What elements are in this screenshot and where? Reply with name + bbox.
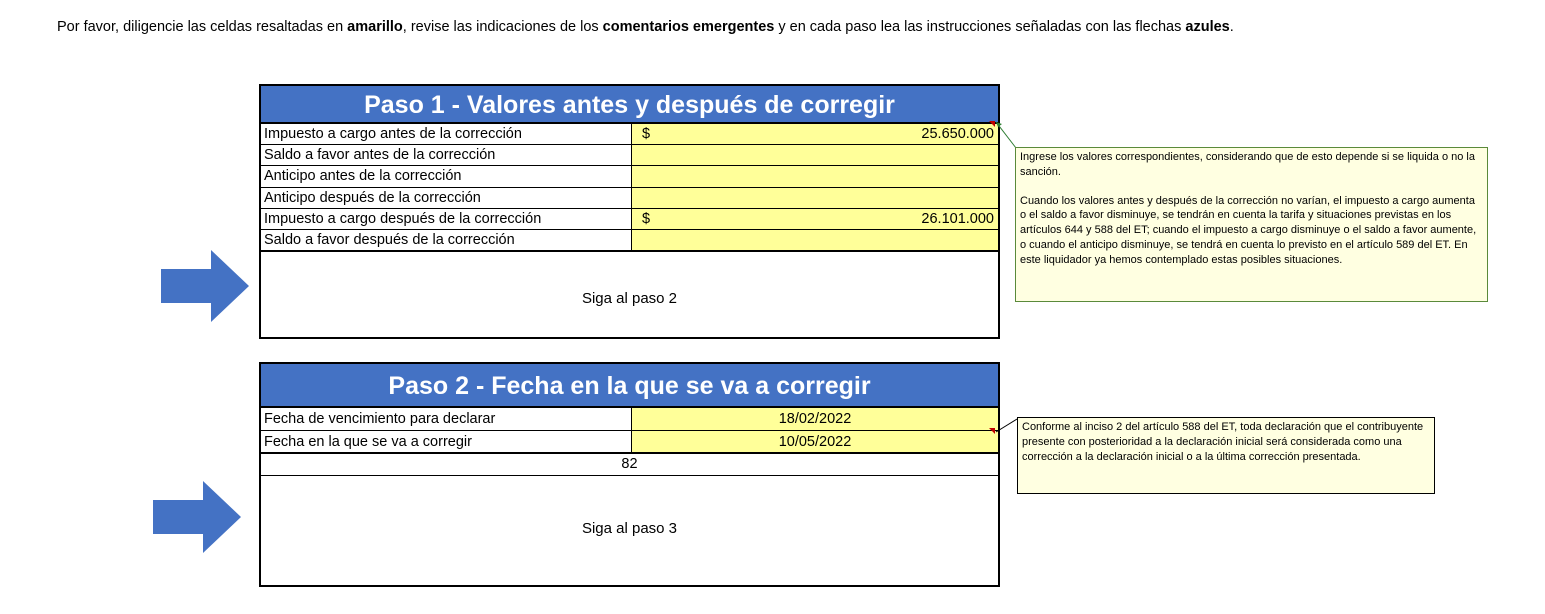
- row-label: Fecha de vencimiento para declarar: [261, 408, 632, 430]
- comment-paragraph: Cuando los valores antes y después de la corrección no varían, el impuesto a cargo aumenta o el saldo a favor disminuye, se tendrán en cuenta la tarifa y situaciones previstas en los artículos 644 y 588 del ET; cuando el impuesto a cargo disminuye o el saldo a favor aumente, o cuando el anticipo disminuye, se tendrá en cuenta lo previsto en el artículo 589 del ET. En este liquidador ya hemos contemplado estas posibles situaciones.: [1020, 194, 1477, 266]
- instruction-bold-comments: comentarios emergentes: [602, 19, 775, 35]
- step1-message: Siga al paso 2: [581, 289, 678, 307]
- fecha-correccion-input[interactable]: 10/05/2022: [632, 431, 998, 453]
- step2-title: Paso 2 - Fecha en la que se va a corregir: [261, 364, 998, 408]
- value: 26.101.000: [921, 210, 994, 227]
- instruction-part-1: Por favor, diligencie las celdas resaltadas en: [57, 19, 348, 35]
- currency-symbol: $: [642, 126, 651, 142]
- instruction-part-3: y en cada paso lea las instrucciones señaladas con las flechas: [774, 19, 1186, 35]
- instruction-part-2: , revise las indicaciones de los: [402, 19, 603, 35]
- row-label: Anticipo antes de la corrección: [261, 166, 632, 186]
- row-label: Saldo a favor antes de la corrección: [261, 145, 632, 165]
- row-label: Fecha en la que se va a corregir: [261, 431, 632, 453]
- comment-paragraph: Conforme al inciso 2 del artículo 588 del ET, toda declaración que el contribuyente presente con posterioridad a la declaración inicial será considerada como una corrección a la declaración inicial o a la última corrección presentada.: [1022, 421, 1424, 463]
- days-difference: 82: [261, 454, 998, 476]
- row-label: Anticipo después de la corrección: [261, 188, 632, 208]
- fecha-vencimiento-input[interactable]: 18/02/2022: [632, 408, 998, 430]
- comment-box-step2: [1017, 417, 1435, 494]
- row-label: Impuesto a cargo antes de la corrección: [261, 124, 632, 144]
- row-label: Saldo a favor después de la corrección: [261, 230, 632, 250]
- comment-paragraph: Ingrese los valores correspondientes, considerando que de esto depende si se liquida o no la sanción.: [1020, 151, 1475, 178]
- comment-box-step1: [1015, 147, 1488, 302]
- instruction-part-4: .: [1229, 19, 1234, 35]
- instruction-bold-yellow: amarillo: [347, 19, 403, 35]
- value: 25.650.000: [921, 126, 994, 142]
- step1-title: Paso 1 - Valores antes y después de corregir: [261, 86, 998, 124]
- row-label: Impuesto a cargo después de la corrección: [261, 209, 632, 229]
- instruction-bold-blue: azules: [1185, 19, 1230, 35]
- step2-message: Siga al paso 3: [581, 519, 678, 537]
- currency-symbol: $: [642, 210, 651, 227]
